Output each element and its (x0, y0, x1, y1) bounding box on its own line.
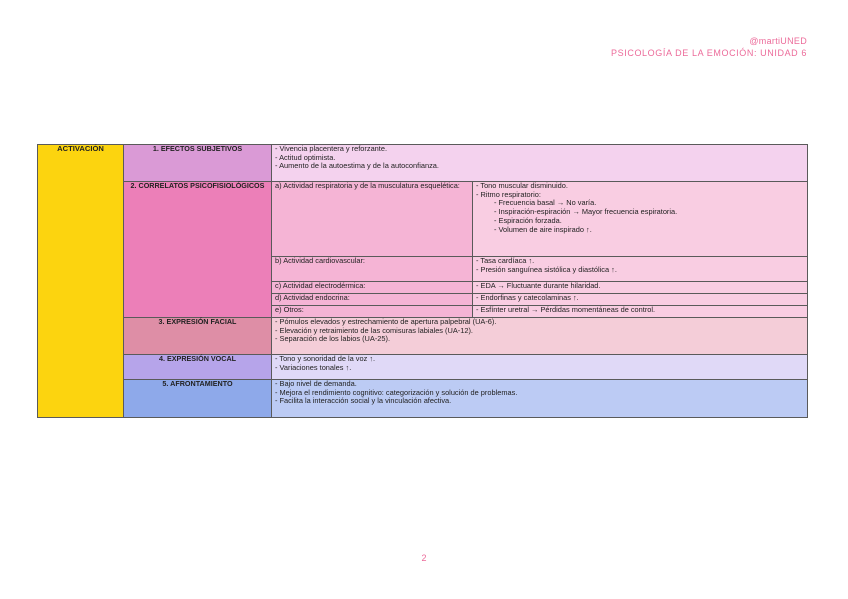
section-2-sub-b-label: b) Actividad cardiovascular: (272, 257, 473, 282)
section-2-sub-a-label: a) Actividad respiratoria y de la musculatura esquelética: (272, 182, 473, 257)
section-2-title: 2. CORRELATOS PSICOFISIOLÓGICOS (124, 182, 272, 318)
list-item: - Endorfinas y catecolaminas ↑. (476, 294, 579, 302)
page-number: 2 (421, 553, 427, 563)
section-4-content (272, 355, 808, 380)
section-2-sub-e-content (473, 306, 808, 318)
list-item: - Tono y sonoridad de la voz ↑. (275, 355, 376, 363)
list-item: - Pómulos elevados y estrechamiento de apertura palpebral (UA-6). (275, 318, 497, 326)
section-1-content (272, 145, 808, 182)
header-username: @martiUNED (749, 36, 807, 46)
section-2-sub-b-content (473, 257, 808, 282)
list-item: - Inspiración-espiración → Mayor frecuencia espiratoria. (494, 208, 678, 217)
list-item: - Variaciones tonales ↑. (275, 363, 352, 372)
root-label: ACTIVACIÓN (38, 145, 124, 418)
section-2-sub-a-content (473, 182, 808, 257)
header-title: PSICOLOGÍA DE LA EMOCIÓN: UNIDAD 6 (611, 48, 807, 58)
list-item: - Actitud optimista. (275, 153, 336, 162)
section-2-sub-c-content (473, 282, 808, 294)
list-item: - EDA → Fluctuante durante hilaridad. (476, 282, 601, 290)
list-item: - Aumento de la autoestima y de la autoconfianza. (275, 162, 439, 171)
section-2-sub-d-content (473, 294, 808, 306)
section-2-sub-e-label: e) Otros: (272, 306, 473, 318)
summary-table (37, 144, 808, 418)
list-item: - Separación de los labios (UA-25). (275, 335, 391, 344)
list-item: - Mejora el rendimiento cognitivo: categorización y solución de problemas. (275, 388, 518, 397)
section-3-title: 3. EXPRESIÓN FACIAL (124, 318, 272, 355)
section-4-title: 4. EXPRESIÓN VOCAL (124, 355, 272, 380)
section-1-title: 1. EFECTOS SUBJETIVOS (124, 145, 272, 182)
section-2-sub-c-label: c) Actividad electrodérmica: (272, 282, 473, 294)
list-item: - Espiración forzada. (494, 216, 562, 225)
section-5-title: 5. AFRONTAMIENTO (124, 380, 272, 418)
section-3-content (272, 318, 808, 355)
list-item: - Presión sanguínea sistólica y diastólica ↑. (476, 265, 617, 274)
list-item: - Tasa cardíaca ↑. (476, 257, 535, 265)
list-item: - Tono muscular disminuido. (476, 182, 568, 190)
list-item: - Volumen de aire inspirado ↑. (494, 225, 592, 234)
section-5-content (272, 380, 808, 418)
list-item: - Bajo nivel de demanda. (275, 380, 357, 388)
list-item: - Esfínter uretral → Pérdidas momentáneas de control. (476, 306, 656, 314)
list-item: - Frecuencia basal → No varía. (494, 199, 597, 208)
section-2-sub-d-label: d) Actividad endocrina: (272, 294, 473, 306)
list-item: - Vivencia placentera y reforzante. (275, 145, 388, 153)
list-item: - Facilita la interacción social y la vinculación afectiva. (275, 397, 452, 406)
list-item: - Ritmo respiratorio: (476, 190, 541, 199)
list-item: - Elevación y retraimiento de las comisuras labiales (UA-12). (275, 326, 473, 335)
